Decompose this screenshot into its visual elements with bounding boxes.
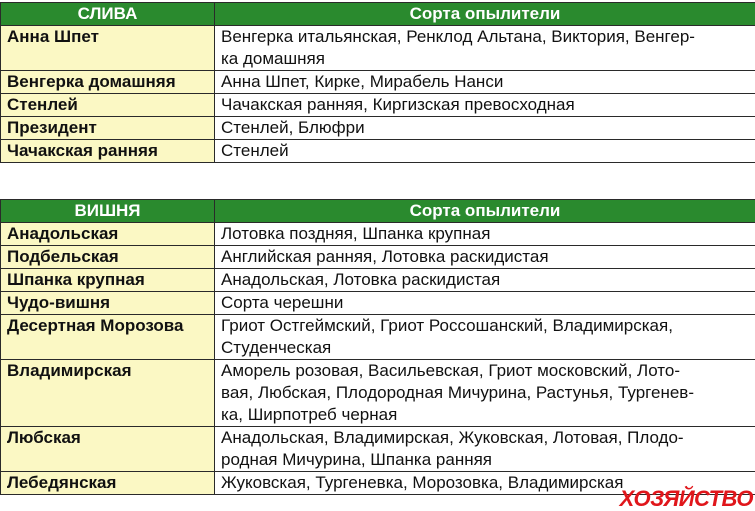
pollinators-cell: Сорта черешни	[215, 292, 755, 315]
plum-pollinators-table	[0, 2, 755, 163]
pollinators-line: ка домашняя	[221, 49, 325, 68]
pollinators-cell: Анна Шпет, Кирке, Мирабель Нанси	[215, 71, 755, 94]
pollinators-line: Гриот Остгеймский, Гриот Россошанский, Владимирская,	[221, 316, 673, 335]
table-row	[1, 140, 755, 163]
pollinators-line: родная Мичурина, Шпанка ранняя	[221, 450, 493, 469]
table-row	[1, 223, 755, 246]
variety-name: Венгерка домашняя	[1, 71, 215, 94]
variety-name: Анна Шпет	[1, 26, 215, 71]
plum-header-row	[1, 3, 755, 26]
variety-name: Чудо-вишня	[1, 292, 215, 315]
pollinators-cell	[215, 360, 755, 427]
cherry-header-name: ВИШНЯ	[1, 200, 215, 223]
table-row	[1, 427, 755, 472]
variety-name: Шпанка крупная	[1, 269, 215, 292]
variety-name: Лебедянская	[1, 472, 215, 495]
pollinators-line: вая, Любская, Плодородная Мичурина, Растунья, Тургенев-	[221, 383, 695, 402]
cherry-pollinators-table	[0, 199, 755, 495]
pollinators-cell	[215, 315, 755, 360]
table-row	[1, 26, 755, 71]
plum-header-pollinators: Сорта опылители	[215, 3, 755, 26]
variety-name: Стенлей	[1, 94, 215, 117]
pollinators-line: Студенческая	[221, 338, 332, 357]
variety-name: Любская	[1, 427, 215, 472]
table-row	[1, 71, 755, 94]
variety-name: Анадольская	[1, 223, 215, 246]
pollinators-line: Венгерка итальянская, Ренклод Альтана, Виктория, Венгер-	[221, 27, 695, 46]
table-row	[1, 360, 755, 427]
variety-name: Владимирская	[1, 360, 215, 427]
pollinators-line: Анадольская, Владимирская, Жуковская, Лотовая, Плодо-	[221, 428, 684, 447]
variety-name: Подбельская	[1, 246, 215, 269]
pollinators-cell	[215, 427, 755, 472]
table-row	[1, 269, 755, 292]
pollinators-line: Аморель розовая, Васильевская, Гриот московский, Лото-	[221, 361, 681, 380]
pollinators-cell: Лотовка поздняя, Шпанка крупная	[215, 223, 755, 246]
cherry-header-pollinators: Сорта опылители	[215, 200, 755, 223]
pollinators-cell: Стенлей, Блюфри	[215, 117, 755, 140]
table-row	[1, 94, 755, 117]
pollinators-cell: Стенлей	[215, 140, 755, 163]
table-row	[1, 246, 755, 269]
pollinators-cell	[215, 26, 755, 71]
variety-name: Президент	[1, 117, 215, 140]
table-row	[1, 117, 755, 140]
table-row	[1, 315, 755, 360]
pollinators-cell: Английская ранняя, Лотовка раскидистая	[215, 246, 755, 269]
variety-name: Чачакская ранняя	[1, 140, 215, 163]
pollinators-line: ка, Ширпотреб черная	[221, 405, 398, 424]
publisher-watermark: ХОЗЯЙСТВО	[619, 486, 753, 511]
pollinators-cell: Жуковская, Тургеневка, Морозовка, Владимирская	[215, 472, 755, 495]
pollinators-cell: Анадольская, Лотовка раскидистая	[215, 269, 755, 292]
plum-header-name: СЛИВА	[1, 3, 215, 26]
variety-name: Десертная Морозова	[1, 315, 215, 360]
cherry-header-row	[1, 200, 755, 223]
table-row	[1, 292, 755, 315]
pollinators-cell: Чачакская ранняя, Киргизская превосходная	[215, 94, 755, 117]
